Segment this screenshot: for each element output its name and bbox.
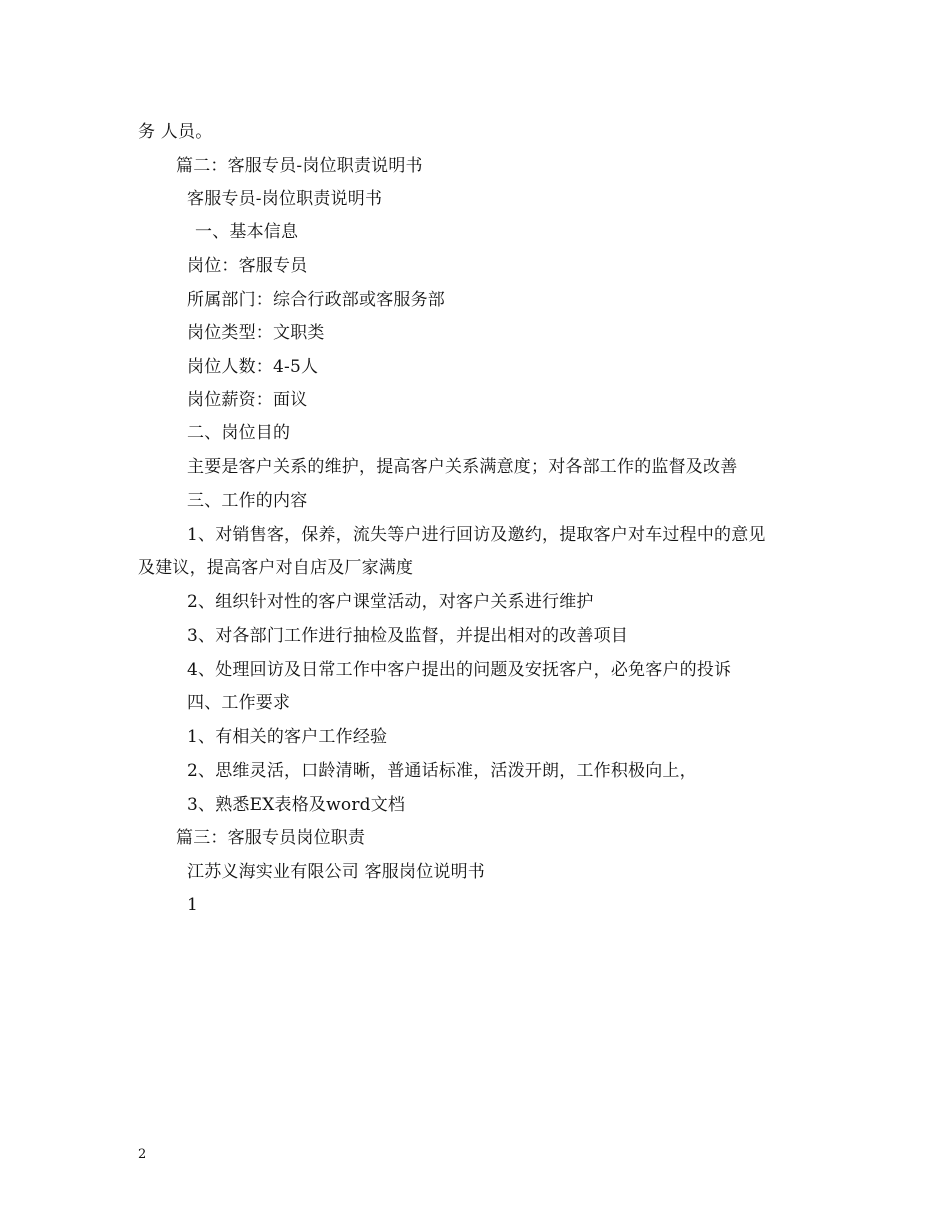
- text-line: 4、处理回访及日常工作中客户提出的问题及安抚客户，必免客户的投诉: [187, 660, 732, 680]
- text-line: 岗位人数：4-5人: [187, 357, 319, 377]
- text-line: 岗位薪资：面议: [187, 390, 308, 410]
- section-heading: 篇三：客服专员岗位职责: [176, 828, 366, 848]
- text-line: 主要是客户关系的维护，提高客户关系满意度；对各部工作的监督及改善: [187, 457, 738, 477]
- document-title: 客服专员-岗位职责说明书: [187, 189, 383, 209]
- text-line: 2、组织针对性的客户课堂活动，对客户关系进行维护: [187, 592, 594, 612]
- text-line: 岗位类型：文职类: [187, 323, 325, 343]
- section-heading: 篇二：客服专员-岗位职责说明书: [176, 156, 423, 176]
- text-line: 3、对各部门工作进行抽检及监督，并提出相对的改善项目: [187, 626, 629, 646]
- text-line: 江苏义海实业有限公司 客服岗位说明书: [187, 862, 486, 882]
- text-line: 务 人员。: [138, 122, 213, 142]
- page-number: 2: [138, 1147, 147, 1162]
- text-line: 岗位：客服专员: [187, 256, 308, 276]
- text-line: 1: [187, 895, 199, 915]
- subheading: 四、工作要求: [187, 693, 291, 713]
- text-line: 3、熟悉EX表格及word文档: [187, 795, 406, 815]
- text-line: 1、有相关的客户工作经验: [187, 727, 388, 747]
- subheading: 二、岗位目的: [187, 423, 291, 443]
- text-line: 及建议，提高客户对自店及厂家满度: [138, 558, 414, 578]
- text-line: 所属部门：综合行政部或客服务部: [187, 290, 445, 310]
- text-line: 1、对销售客，保养，流失等户进行回访及邀约，提取客户对车过程中的意见: [187, 525, 766, 545]
- subheading: 三、工作的内容: [187, 491, 308, 511]
- subheading: 一、基本信息: [195, 222, 299, 242]
- text-line: 2、思维灵活，口龄清晰，普通话标准，活泼开朗，工作积极向上，: [187, 761, 697, 781]
